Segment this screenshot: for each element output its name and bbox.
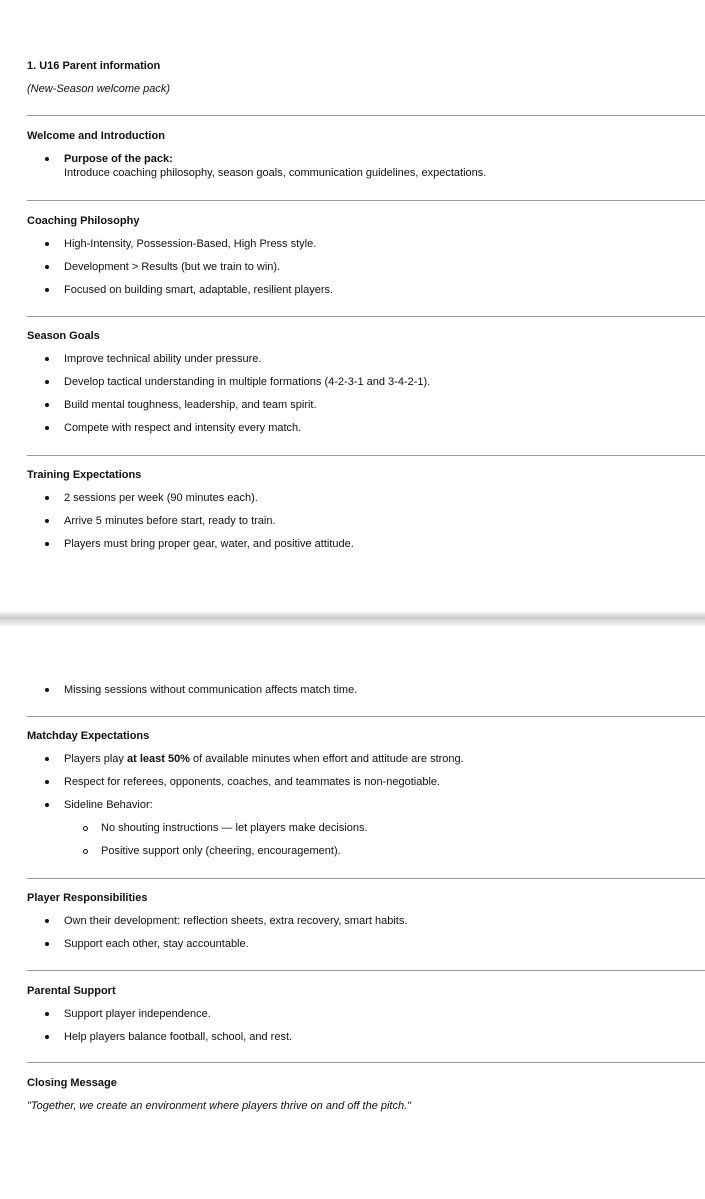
list-item: Improve technical ability under pressure.	[27, 352, 697, 366]
minutes-prefix: Players play	[64, 753, 127, 765]
list-item: Missing sessions without communication affects match time.	[27, 683, 697, 697]
list-item: Sideline Behavior:	[27, 798, 697, 812]
section-heading: Player Responsibilities	[27, 892, 148, 904]
bullet-list	[27, 237, 697, 297]
section-heading: Welcome and Introduction	[27, 130, 165, 142]
bullet-list	[27, 1007, 697, 1044]
minutes-highlight: at least 50%	[126, 753, 190, 765]
section-divider	[27, 316, 705, 317]
sub-list-item: No shouting instructions — let players make decisions.	[27, 821, 697, 835]
section-matchday-expectations	[27, 729, 697, 867]
list-item: Develop tactical understanding in multiple formations (4-2-3-1 and 3-4-2-1).	[27, 375, 697, 389]
section-heading: Training Expectations	[27, 469, 142, 481]
section-training-expectations-continued	[27, 683, 697, 706]
list-item: Own their development: reflection sheets, extra recovery, smart habits.	[27, 914, 697, 928]
bullet-list	[27, 152, 697, 180]
bullet-list	[27, 914, 697, 951]
closing-quote: "Together, we create an environment where players thrive on and off the pitch."	[27, 1100, 412, 1112]
list-item: 2 sessions per week (90 minutes each).	[27, 491, 697, 505]
section-parental-support	[27, 984, 697, 1053]
list-item: Respect for referees, opponents, coaches, and teammates is non-negotiable.	[27, 775, 697, 789]
list-item: Development > Results (but we train to win).	[27, 260, 697, 274]
bullet-list	[27, 491, 697, 551]
list-item: Compete with respect and intensity every match.	[27, 421, 697, 435]
list-item	[27, 152, 697, 180]
section-heading: Closing Message	[27, 1077, 117, 1089]
section-divider	[27, 716, 705, 717]
section-training-expectations	[27, 468, 697, 560]
section-heading: Matchday Expectations	[27, 730, 150, 742]
list-item: Support player independence.	[27, 1007, 697, 1021]
list-item: High-Intensity, Possession-Based, High Press style.	[27, 237, 697, 251]
section-player-responsibilities	[27, 891, 697, 960]
list-item: Build mental toughness, leadership, and team spirit.	[27, 398, 697, 412]
section-heading: Parental Support	[27, 985, 116, 997]
section-divider	[27, 1062, 705, 1063]
section-divider	[27, 455, 705, 456]
section-divider	[27, 970, 705, 971]
page-break	[0, 612, 705, 626]
list-item: Arrive 5 minutes before start, ready to train.	[27, 514, 697, 528]
list-item: Support each other, stay accountable.	[27, 937, 697, 951]
list-item	[27, 752, 697, 766]
bullet-list	[27, 683, 697, 697]
list-item: Help players balance football, school, and rest.	[27, 1030, 697, 1044]
document-title: 1. U16 Parent information	[27, 60, 161, 72]
section-welcome	[27, 129, 697, 189]
bullet-list	[27, 752, 697, 858]
section-divider	[27, 878, 705, 879]
section-heading: Coaching Philosophy	[27, 215, 140, 227]
list-item: Focused on building smart, adaptable, resilient players.	[27, 283, 697, 297]
list-item: Players must bring proper gear, water, and positive attitude.	[27, 537, 697, 551]
document-page-2	[0, 626, 705, 1199]
purpose-text: Introduce coaching philosophy, season goals, communication guidelines, expectations.	[64, 167, 487, 179]
section-divider	[27, 115, 705, 116]
minutes-suffix: of available minutes when effort and attitude are strong.	[189, 753, 464, 765]
section-divider	[27, 200, 705, 201]
section-heading: Season Goals	[27, 330, 100, 342]
document-subtitle: (New-Season welcome pack)	[27, 83, 171, 95]
section-season-goals	[27, 329, 697, 444]
bullet-list	[27, 352, 697, 435]
section-coaching-philosophy	[27, 214, 697, 306]
purpose-label: Purpose of the pack:	[64, 153, 173, 165]
sub-list-item: Positive support only (cheering, encouragement).	[27, 844, 697, 858]
section-closing-message	[27, 1076, 697, 1113]
